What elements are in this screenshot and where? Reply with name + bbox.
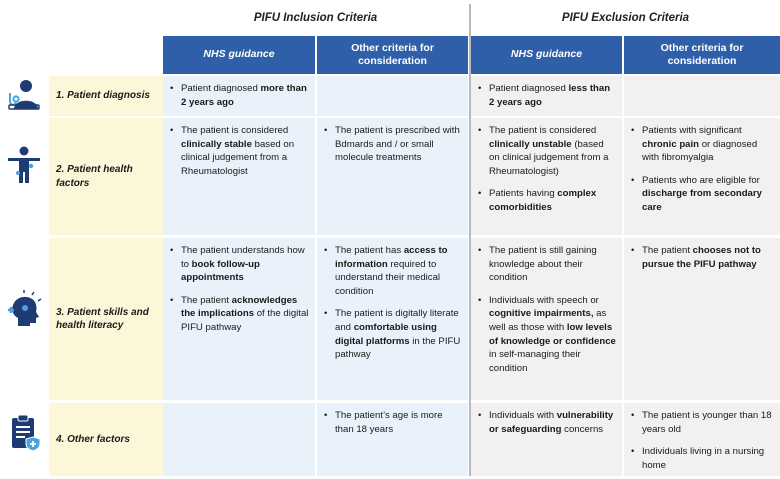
criteria-emphasis: chooses not to pursue the PIFU pathway [642,245,761,270]
criteria-text: (based on clinical judgement from a Rheumatologist) [489,138,609,177]
doctor-stethoscope-icon [4,75,44,115]
criteria-list [167,82,309,109]
row4-incl-nhs [163,403,315,476]
criteria-text: of the digital PIFU pathway [181,308,309,334]
criteria-item [475,409,616,436]
incl-other-criteria-header: Other criteria for consideration [317,36,468,74]
row2-excl-nhs [471,118,622,235]
criteria-text: required to understand their medical condition [335,258,441,297]
row3-incl-other [317,238,468,400]
criteria-text: Individuals with [489,410,557,421]
row2-incl-other [317,118,468,235]
criteria-list [321,244,462,362]
criteria-text: as well as those with [489,308,607,334]
criteria-text: The patient has [335,245,404,256]
excl-nhs-guidance-header: NHS guidance [471,36,622,74]
criteria-list [475,82,616,109]
criteria-list [321,124,462,165]
criteria-list [628,244,774,271]
criteria-text: The patient is digitally literate and [335,308,459,334]
row3-excl-other [624,238,780,400]
criteria-item [628,124,774,165]
criteria-list [628,409,774,472]
criteria-emphasis: more than 2 years ago [181,83,307,108]
criteria-item [628,445,774,472]
criteria-text: The patient [642,245,693,256]
criteria-list [628,124,774,215]
criteria-item [167,294,309,335]
criteria-text: The patient is considered [181,125,289,136]
clipboard-medical-icon [4,413,44,453]
criteria-text: in the PIFU pathway [335,335,461,361]
criteria-emphasis: cognitive impairments, [489,308,594,320]
criteria-text: Patients with significant [642,125,742,136]
criteria-item [475,187,616,214]
inclusion-criteria-heading: PIFU Inclusion Criteria [253,12,378,24]
criteria-emphasis: chronic pain [642,138,700,150]
criteria-text: Individuals with speech or [489,294,599,306]
criteria-text: Individuals living in a nursing home [642,446,765,471]
person-body-icon [4,145,44,185]
criteria-list [475,409,616,436]
row4-excl-nhs [471,403,622,476]
criteria-item [475,124,616,178]
criteria-text: Patients having [489,188,558,200]
criteria-emphasis: access to information [335,245,448,270]
head-thinking-icon [4,290,44,330]
criteria-item [475,82,616,109]
criteria-emphasis: complex comorbidities [489,188,597,214]
criteria-text: The patient’s age is more than 18 years [335,410,443,435]
criteria-list [321,409,462,436]
criteria-text: concerns [561,423,604,435]
criteria-item [167,244,309,285]
row1-excl-other [624,76,780,116]
row-label-patient-diagnosis: 1. Patient diagnosis [49,76,163,116]
criteria-emphasis: clinically unstable [489,138,572,150]
incl-nhs-guidance-header: NHS guidance [163,36,315,74]
criteria-item [321,307,462,361]
criteria-text: The patient is prescribed with Bdmards and / or small molecule treatments [335,125,460,164]
criteria-text: Patient diagnosed [181,83,261,94]
row-label-patient-health-factors: 2. Patient health factors [49,118,163,235]
criteria-list [475,124,616,215]
row1-incl-nhs [163,76,315,116]
criteria-text: Patients who are eligible for [642,174,760,186]
criteria-item [628,244,774,271]
criteria-item [321,409,462,436]
criteria-emphasis: discharge from secondary care [642,188,762,214]
criteria-text: The patient is still gaining knowledge about their condition [489,245,597,284]
row3-excl-nhs [471,238,622,400]
criteria-text: The patient [181,294,232,306]
row-label-other-factors: 4. Other factors [49,403,163,476]
criteria-text: The patient is younger than 18 years old [642,410,772,435]
criteria-list [167,124,309,178]
criteria-text: The patient understands how to [181,245,305,270]
criteria-text: based on clinical judgement from a Rheumatologist [181,138,295,177]
criteria-emphasis: acknowledges the implications [181,294,298,320]
criteria-item [321,244,462,298]
criteria-item [628,409,774,436]
criteria-list [475,244,616,375]
row4-incl-other [317,403,468,476]
criteria-emphasis: less than 2 years ago [489,83,611,108]
criteria-item [321,124,462,165]
row3-incl-nhs [163,238,315,400]
criteria-list [167,244,309,335]
row4-excl-other [624,403,780,476]
row2-incl-nhs [163,118,315,235]
criteria-emphasis: clinically stable [181,138,252,150]
criteria-text: in self-managing their condition [489,349,581,374]
row1-excl-nhs [471,76,622,116]
criteria-text: The patient is considered [489,125,597,136]
criteria-emphasis: low levels of knowledge or confidence [489,322,616,347]
criteria-item [167,124,309,178]
criteria-text: or diagnosed with fibromyalgia [642,138,758,164]
exclusion-criteria-heading: PIFU Exclusion Criteria [561,12,690,24]
criteria-item [475,244,616,285]
row1-incl-other [317,76,468,116]
criteria-text: Patient diagnosed [489,83,569,94]
criteria-item [167,82,309,109]
criteria-emphasis: comfortable using digital platforms [335,322,437,347]
criteria-emphasis: vulnerability or safeguarding [489,410,614,435]
criteria-item [628,174,774,215]
criteria-item [475,294,616,376]
row-label-patient-skills: 3. Patient skills and health literacy [49,238,163,400]
excl-other-criteria-header: Other criteria for consideration [624,36,780,74]
row2-excl-other [624,118,780,235]
criteria-emphasis: book follow-up appointments [181,258,260,284]
